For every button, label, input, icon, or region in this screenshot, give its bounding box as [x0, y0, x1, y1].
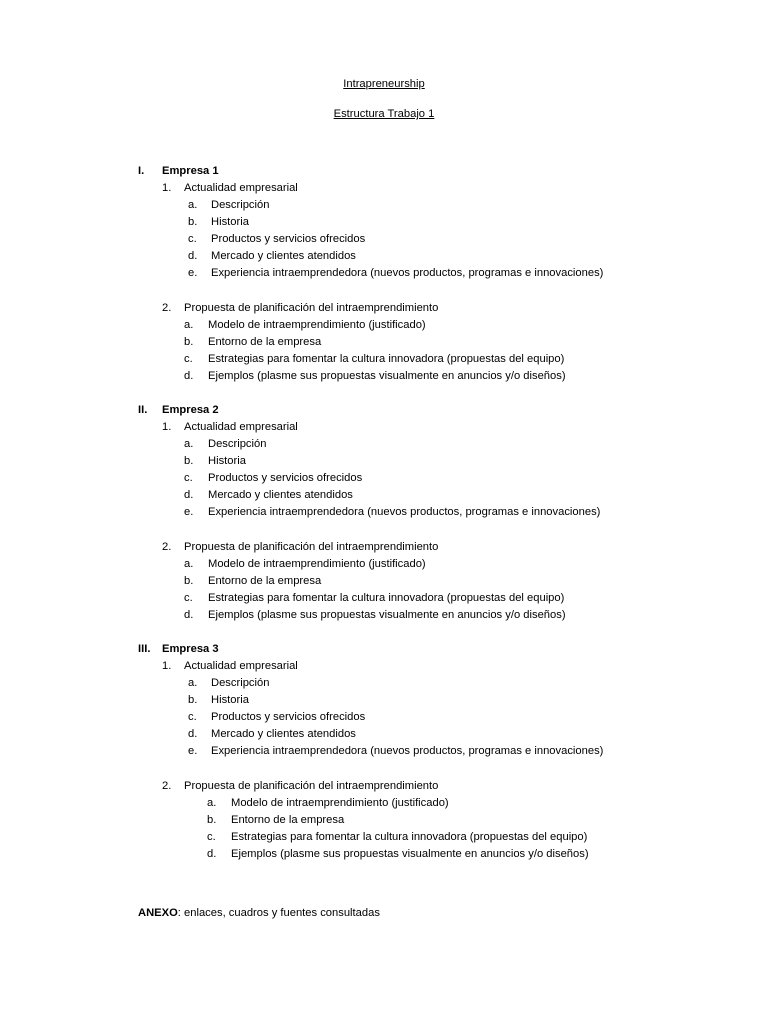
list-item-letter: e. [184, 506, 194, 518]
document-subtitle: Estructura Trabajo 1 [333, 108, 435, 120]
subsection-number: 1. [162, 182, 172, 194]
subsection-number: 1. [162, 421, 172, 433]
list-item: Experiencia intraemprendedora (nuevos productos, programas e innovaciones) [211, 267, 604, 279]
list-item: Ejemplos (plasme sus propuestas visualmente en anuncios y/o diseños) [208, 370, 566, 382]
subsection-label: Actualidad empresarial [184, 660, 298, 672]
list-item-letter: a. [207, 797, 217, 809]
list-item-letter: a. [188, 199, 198, 211]
list-item-letter: d. [207, 848, 217, 860]
subsection-number: 2. [162, 302, 172, 314]
list-item-letter: b. [188, 216, 198, 228]
list-item-letter: b. [188, 694, 198, 706]
list-item: Estrategias para fomentar la cultura innovadora (propuestas del equipo) [231, 831, 588, 843]
section-heading: Empresa 3 [162, 643, 219, 655]
list-item: Productos y servicios ofrecidos [208, 472, 363, 484]
list-item: Estrategias para fomentar la cultura innovadora (propuestas del equipo) [208, 353, 565, 365]
list-item: Ejemplos (plasme sus propuestas visualmente en anuncios y/o diseños) [231, 848, 589, 860]
list-item: Experiencia intraemprendedora (nuevos productos, programas e innovaciones) [211, 745, 604, 757]
subsection-label: Propuesta de planificación del intraemprendimiento [184, 541, 439, 553]
list-item: Estrategias para fomentar la cultura innovadora (propuestas del equipo) [208, 592, 565, 604]
list-item-letter: b. [207, 814, 217, 826]
list-item: Descripción [211, 199, 270, 211]
subsection-label: Actualidad empresarial [184, 182, 298, 194]
list-item-letter: d. [188, 250, 198, 262]
list-item-letter: d. [184, 489, 194, 501]
list-item-letter: c. [184, 592, 193, 604]
list-item-letter: c. [184, 353, 193, 365]
subsection-number: 2. [162, 541, 172, 553]
annex-label: ANEXO [138, 907, 178, 919]
list-item-letter: c. [184, 472, 193, 484]
list-item: Mercado y clientes atendidos [211, 250, 356, 262]
list-item-letter: e. [188, 745, 198, 757]
subsection-label: Propuesta de planificación del intraemprendimiento [184, 780, 439, 792]
list-item: Modelo de intraemprendimiento (justificado) [231, 797, 449, 809]
list-item-letter: c. [207, 831, 216, 843]
list-item: Entorno de la empresa [231, 814, 345, 826]
list-item: Modelo de intraemprendimiento (justificado) [208, 319, 426, 331]
list-item-letter: c. [188, 233, 197, 245]
list-item: Entorno de la empresa [208, 575, 322, 587]
subsection-number: 2. [162, 780, 172, 792]
list-item: Descripción [211, 677, 270, 689]
list-item: Historia [208, 455, 246, 467]
section-numeral: I. [138, 165, 145, 177]
subsection-number: 1. [162, 660, 172, 672]
list-item: Modelo de intraemprendimiento (justificado) [208, 558, 426, 570]
section-heading: Empresa 2 [162, 404, 219, 416]
list-item: Productos y servicios ofrecidos [211, 233, 366, 245]
list-item: Historia [211, 694, 249, 706]
subsection-label: Propuesta de planificación del intraemprendimiento [184, 302, 439, 314]
list-item: Mercado y clientes atendidos [208, 489, 353, 501]
list-item: Historia [211, 216, 249, 228]
list-item: Mercado y clientes atendidos [211, 728, 356, 740]
section-numeral: III. [138, 643, 151, 655]
annex-text: : enlaces, cuadros y fuentes consultadas [177, 907, 380, 919]
list-item-letter: b. [184, 336, 194, 348]
annex-line [138, 906, 380, 920]
list-item: Productos y servicios ofrecidos [211, 711, 366, 723]
section-heading: Empresa 1 [162, 165, 219, 177]
subsection-label: Actualidad empresarial [184, 421, 298, 433]
list-item: Ejemplos (plasme sus propuestas visualmente en anuncios y/o diseños) [208, 609, 566, 621]
list-item-letter: e. [188, 267, 198, 279]
list-item-letter: a. [184, 438, 194, 450]
list-item-letter: a. [184, 558, 194, 570]
list-item-letter: d. [184, 370, 194, 382]
list-item: Descripción [208, 438, 267, 450]
document-title: Intrapreneurship [343, 78, 425, 90]
section-numeral: II. [138, 404, 148, 416]
list-item-letter: a. [184, 319, 194, 331]
list-item-letter: b. [184, 575, 194, 587]
list-item-letter: d. [188, 728, 198, 740]
list-item-letter: c. [188, 711, 197, 723]
list-item-letter: d. [184, 609, 194, 621]
list-item: Experiencia intraemprendedora (nuevos productos, programas e innovaciones) [208, 506, 601, 518]
list-item: Entorno de la empresa [208, 336, 322, 348]
list-item-letter: a. [188, 677, 198, 689]
list-item-letter: b. [184, 455, 194, 467]
